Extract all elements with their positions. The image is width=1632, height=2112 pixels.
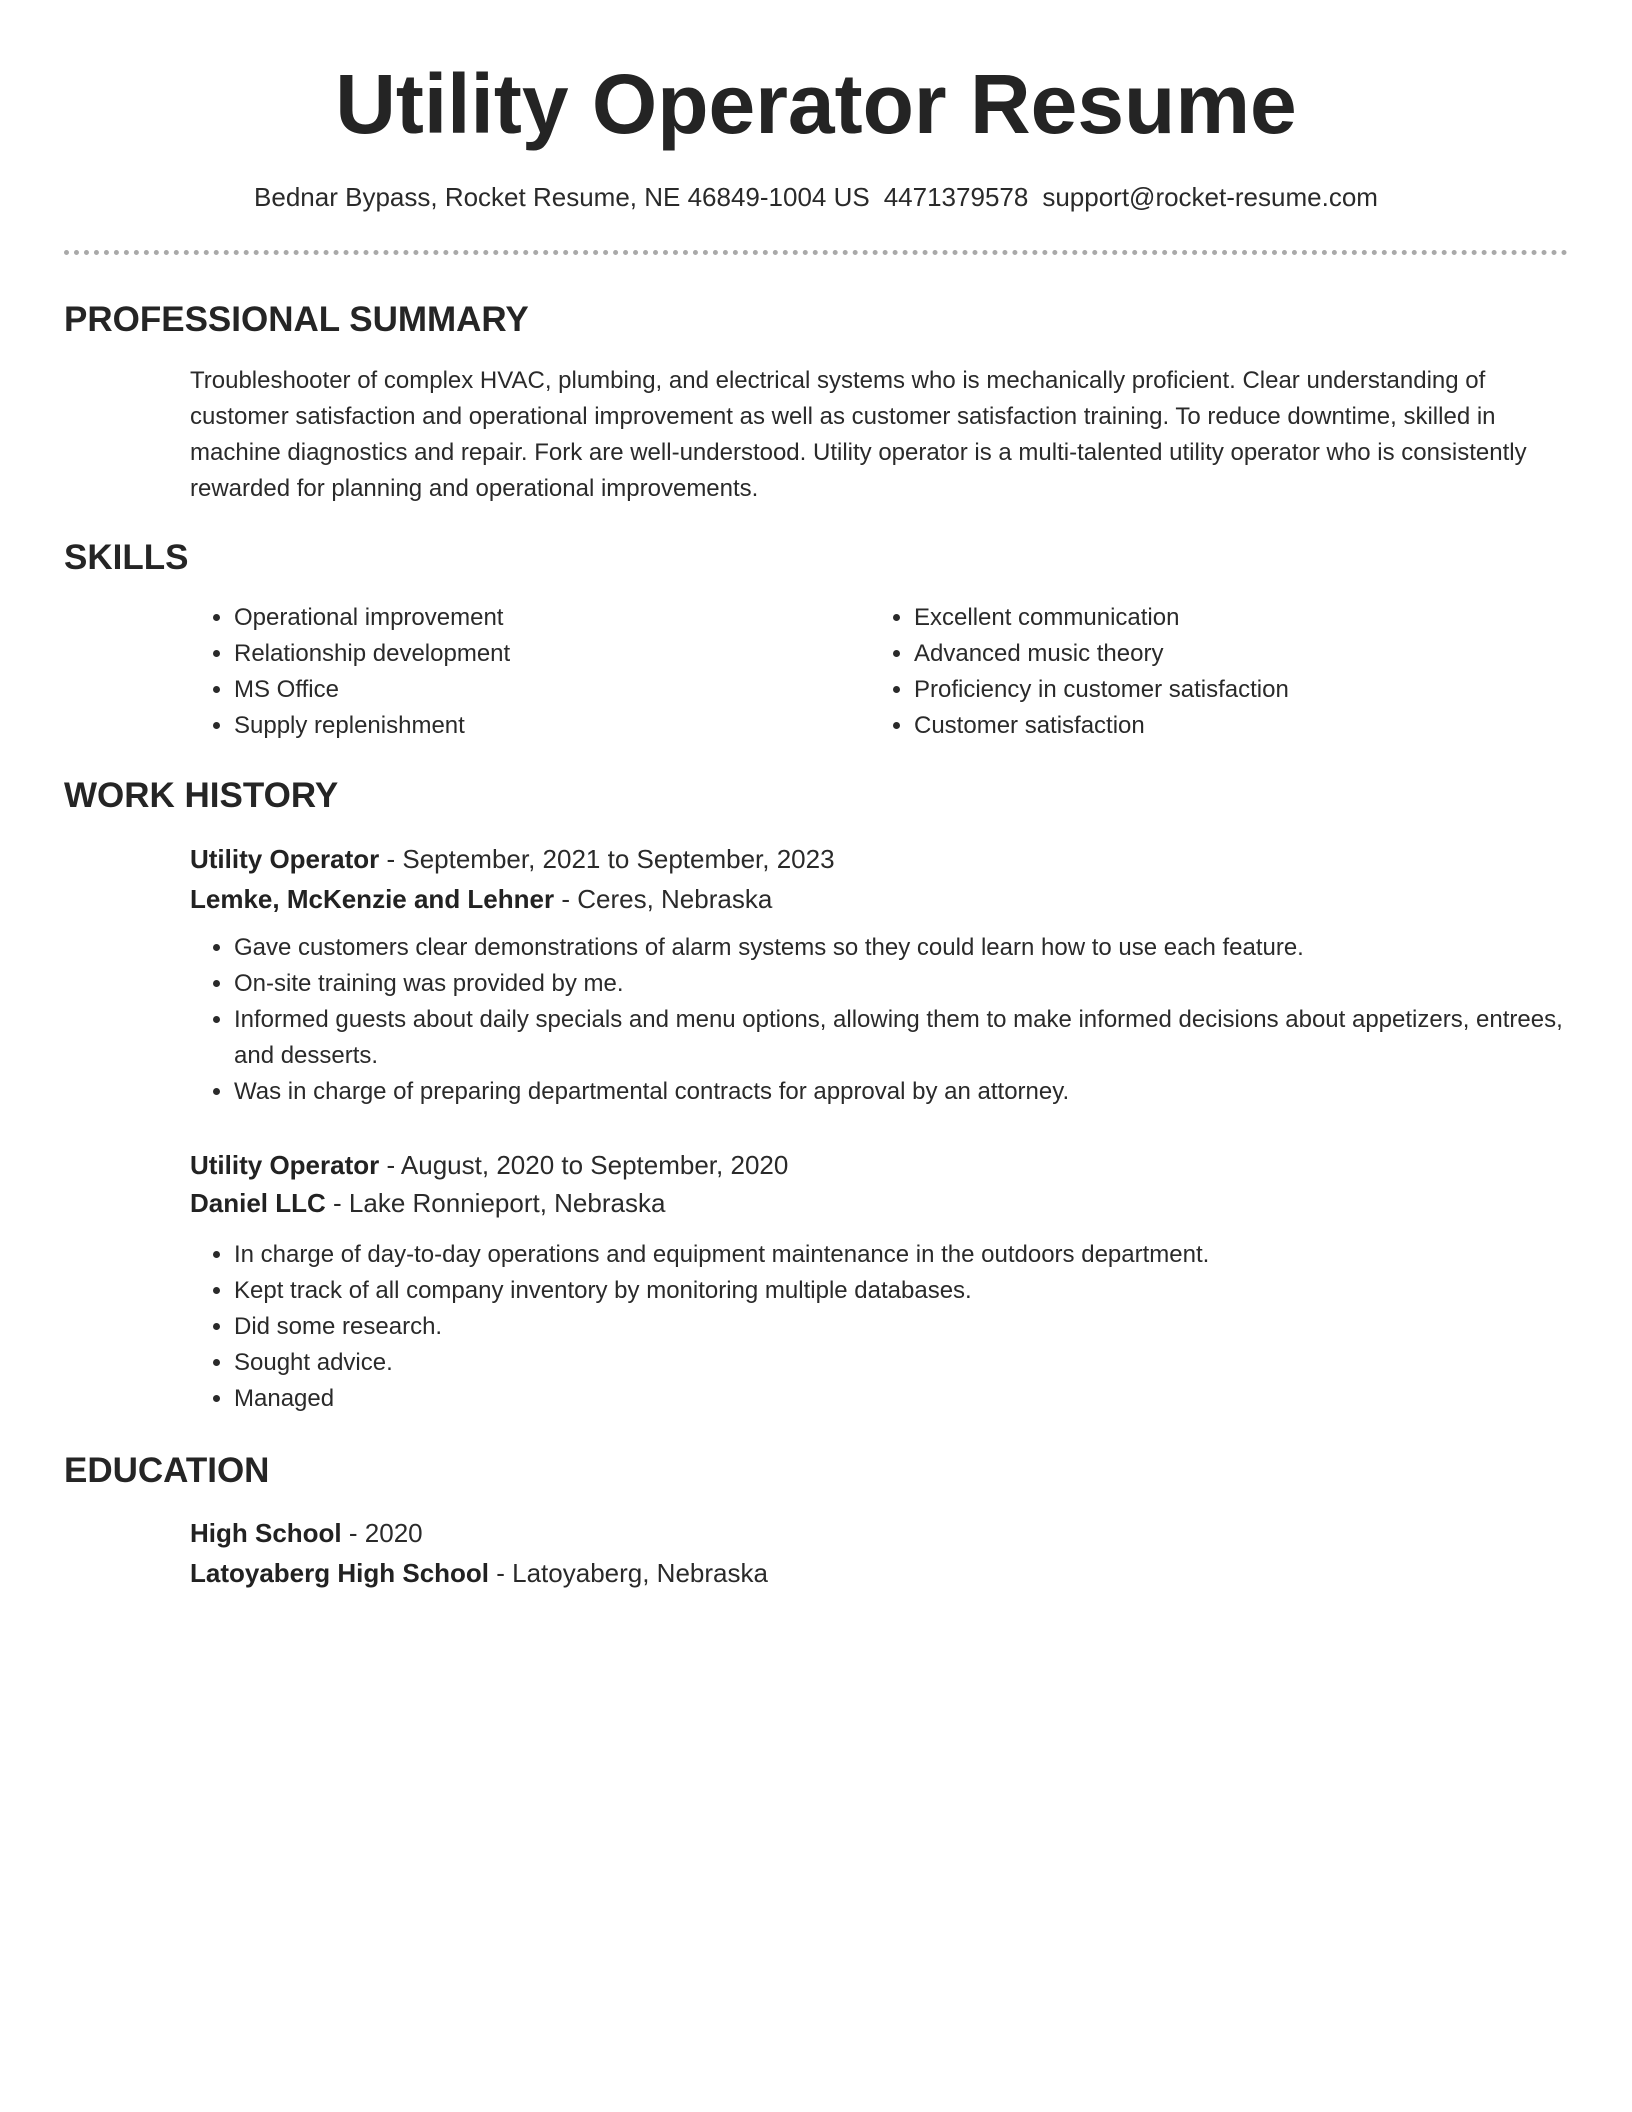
resume-title: Utility Operator Resume xyxy=(335,57,1297,151)
education-school-line xyxy=(190,1554,1568,1592)
summary-heading: PROFESSIONAL SUMMARY xyxy=(64,300,529,339)
job-entry-2 xyxy=(64,1146,1568,1417)
skill-item: • Proficiency in customer satisfaction xyxy=(914,672,1550,708)
job-duty: • Managed xyxy=(234,1381,1568,1417)
skills-grid xyxy=(190,600,1568,744)
job-duty: • On-site training was provided by me. xyxy=(234,966,1568,1002)
skills-column-right xyxy=(870,600,1550,744)
education-degree-line xyxy=(190,1514,1568,1552)
summary-content xyxy=(190,363,1568,507)
job-duties xyxy=(190,1237,1568,1417)
summary-section xyxy=(64,299,1568,507)
skill-item: • Relationship development xyxy=(234,636,870,672)
skill-item: • Advanced music theory xyxy=(914,636,1550,672)
education-location: - Latoyaberg, Nebraska xyxy=(489,1558,768,1588)
job-location: - Ceres, Nebraska xyxy=(554,884,773,914)
education-heading: EDUCATION xyxy=(64,1451,270,1490)
skill-item: • Excellent communication xyxy=(914,600,1550,636)
contact-address: Bednar Bypass, Rocket Resume, NE 46849-1004 US xyxy=(254,182,870,212)
job-company-line xyxy=(190,880,1568,918)
job-duty: • Informed guests about daily specials and menu options, allowing them to make informed decisions about appetizers, entrees, and desserts. xyxy=(234,1002,1568,1074)
job-duties xyxy=(190,930,1568,1110)
job-duty: • Did some research. xyxy=(234,1309,1568,1345)
skill-item: • Customer satisfaction xyxy=(914,708,1550,744)
job-title: Utility Operator xyxy=(190,844,380,874)
skill-item: • Supply replenishment xyxy=(234,708,870,744)
work-section xyxy=(64,775,1568,817)
skills-heading: SKILLS xyxy=(64,538,189,577)
job-duty: • Was in charge of preparing departmental contracts for approval by an attorney. xyxy=(234,1074,1568,1110)
education-school: Latoyaberg High School xyxy=(190,1558,490,1588)
job-entry-1 xyxy=(64,840,1568,1110)
job-company: Lemke, McKenzie and Lehner xyxy=(190,884,555,914)
job-duty: • In charge of day-to-day operations and equipment maintenance in the outdoors department. xyxy=(234,1237,1568,1273)
job-location: - Lake Ronnieport, Nebraska xyxy=(325,1188,666,1218)
job-dates: - August, 2020 to September, 2020 xyxy=(379,1150,789,1180)
header-divider xyxy=(64,250,1568,255)
education-section xyxy=(64,1450,1568,1592)
skill-item: • Operational improvement xyxy=(234,600,870,636)
job-company-line xyxy=(190,1184,1568,1222)
education-year: - 2020 xyxy=(341,1518,423,1548)
skills-section xyxy=(64,537,1568,744)
skill-item: • MS Office xyxy=(234,672,870,708)
job-title: Utility Operator xyxy=(190,1150,380,1180)
contact-phone: 4471379578 xyxy=(883,182,1029,212)
job-dates: - September, 2021 to September, 2023 xyxy=(379,844,835,874)
education-degree: High School xyxy=(190,1518,342,1548)
job-company: Daniel LLC xyxy=(190,1188,326,1218)
skills-column-left xyxy=(190,600,870,744)
job-title-line xyxy=(190,1146,1568,1184)
work-heading: WORK HISTORY xyxy=(64,776,339,815)
job-duty: • Sought advice. xyxy=(234,1345,1568,1381)
job-duty: • Kept track of all company inventory by monitoring multiple databases. xyxy=(234,1273,1568,1309)
education-content xyxy=(190,1514,1568,1592)
contact-email: support@rocket-resume.com xyxy=(1042,182,1378,212)
summary-text: Troubleshooter of complex HVAC, plumbing, and electrical systems who is mechanically proficient. Clear understanding of customer satisfaction and operational improvement as well as customer satisfaction training. To reduce downtime, skilled in machine diagnostics and repair. Fork are well-understood. Utility operator is a multi-talented utility operator who is consistently rewarded for planning and operational improvements. xyxy=(190,367,1527,502)
contact-line xyxy=(0,181,1632,213)
job-title-line xyxy=(190,840,1568,878)
job-duty: • Gave customers clear demonstrations of alarm systems so they could learn how to use each feature. xyxy=(234,930,1568,966)
